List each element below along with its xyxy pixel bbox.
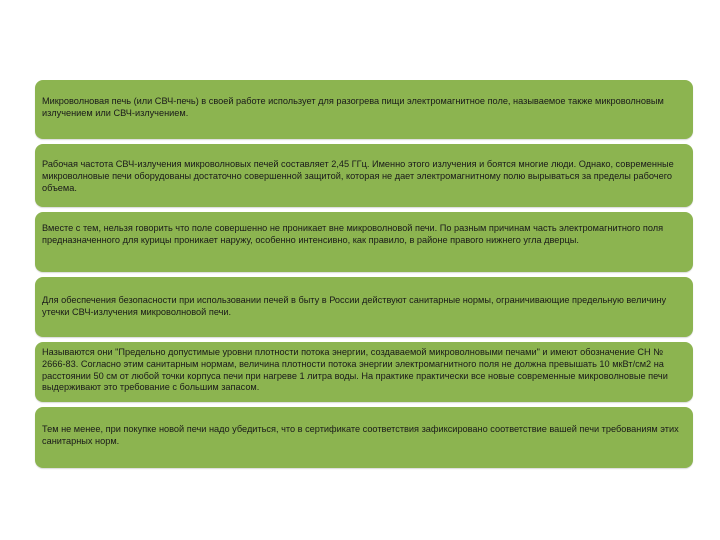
text-block	[35, 144, 693, 207]
text-block-list	[35, 80, 693, 473]
text-block-paragraph: Тем не менее, при покупке новой печи надо убедиться, что в сертификате соответствия зафиксировано соответствие вашей печи требованиям этих санитарных норм.	[42, 424, 679, 446]
text-block-paragraph: Рабочая частота СВЧ-излучения микроволновых печей составляет 2,45 ГГц. Именно этого излучения и боятся многие люди. Однако, современные микроволновые печи оборудованы достаточно совершенной защитой, которая не дает электромагнитному полю вырываться за пределы рабочего объема.	[42, 159, 674, 193]
text-block-paragraph: Микроволновая печь (или СВЧ-печь) в своей работе использует для разогрева пищи электромагнитное поле, называемое также микроволновым излучением или СВЧ-излучением.	[42, 96, 664, 118]
text-block	[35, 342, 693, 402]
text-block-paragraph: Вместе с тем, нельзя говорить что поле совершенно не проникает вне микроволновой печи. По разным причинам часть электромагнитного поля предназначенного для курицы проникает наружу, особенно интенсивно, как правило, в районе правого нижнего угла дверцы.	[42, 223, 664, 245]
text-block	[35, 80, 693, 139]
text-block	[35, 212, 693, 272]
text-block	[35, 407, 693, 468]
text-block-paragraph: Называются они "Предельно допустимые уровни плотности потока энергии, создаваемой микроволновыми печами" и имеют обозначение СН № 2666-83. Согласно этим санитарным нормам, величина плотности потока энергии электромагнитного поля не должна превышать 10 мкВт/см2 на расстоянии 50 см от любой точки корпуса печи при нагреве 1 литра воды. На практике практически все новые современные микроволновые печи выдерживают это требование с большим запасом.	[42, 347, 668, 393]
text-block-paragraph: Для обеспечения безопасности при использовании печей в быту в России действуют санитарные нормы, ограничивающие предельную величину утечки СВЧ-излучения микроволновой печи.	[42, 295, 667, 317]
text-block	[35, 277, 693, 337]
